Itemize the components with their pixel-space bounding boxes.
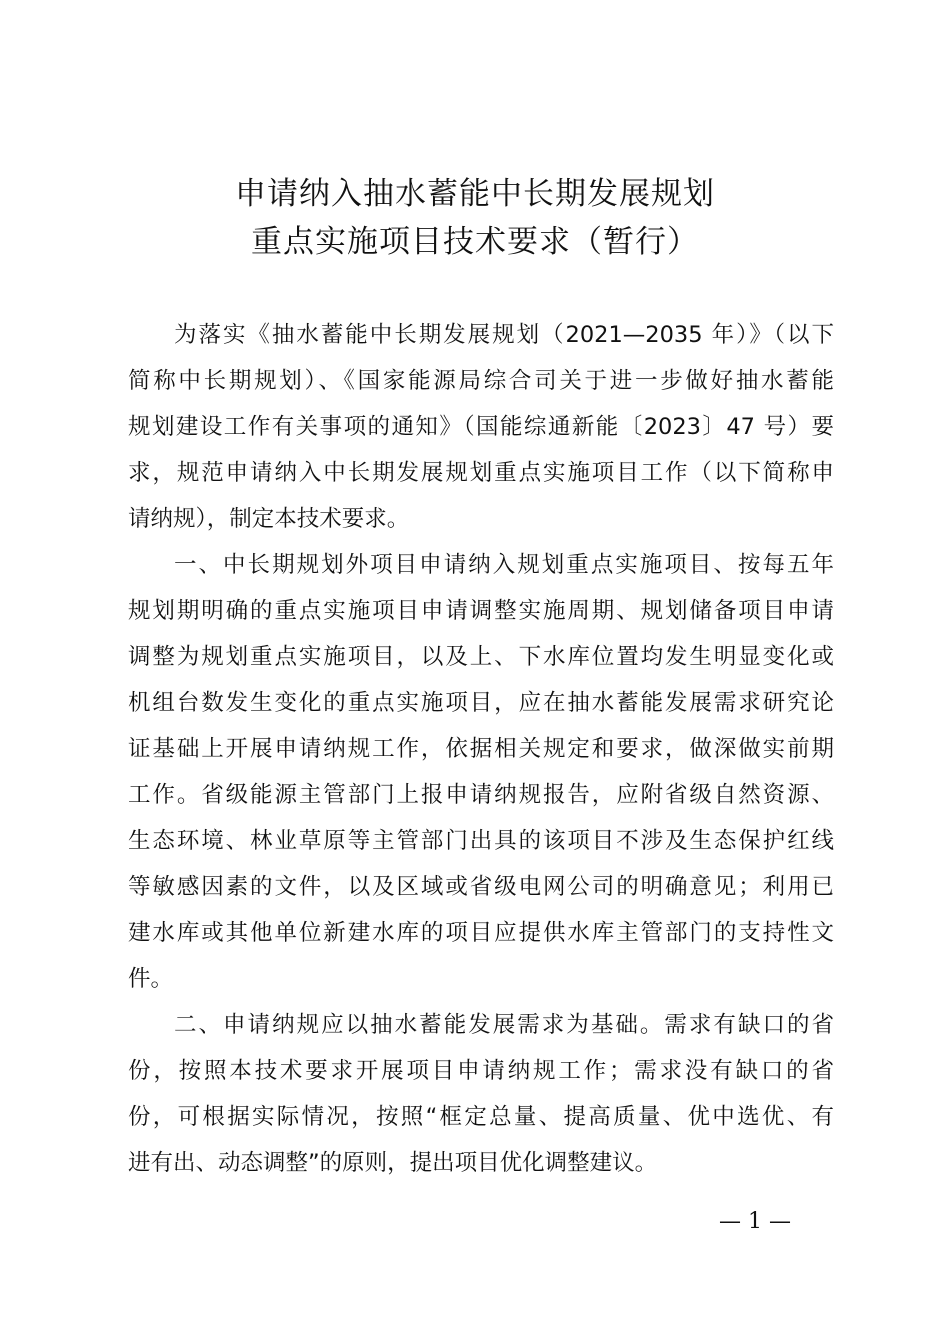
paragraph-line: 请纳规），制定本技术要求。 [128,506,410,532]
paragraph-line: 机组台数发生变化的重点实施项目，应在抽水蓄能发展需求研究论 [128,690,834,716]
paragraph-line: 建水库或其他单位新建水库的项目应提供水库主管部门的支持性文 [128,920,834,946]
document-title-line-1: 申请纳入抽水蓄能中长期发展规划 [235,176,715,212]
paragraph-line: 份，可根据实际情况，按照“框定总量、提高质量、优中选优、有 [128,1104,834,1130]
paragraph-line: 为落实《抽水蓄能中长期发展规划（2021—2035 年）》（以下 [174,322,834,348]
paragraph-line: 件。 [128,966,174,992]
paragraph-line: 二、申请纳规应以抽水蓄能发展需求为基础。需求有缺口的省 [174,1012,834,1038]
document-title-line-2: 重点实施项目技术要求（暂行） [251,224,699,260]
paragraph-line: 简称中长期规划）、《国家能源局综合司关于进一步做好抽水蓄能 [128,368,834,394]
paragraph-line: 进有出、动态调整”的原则，提出项目优化调整建议。 [128,1150,658,1176]
paragraph-line: 等敏感因素的文件，以及区域或省级电网公司的明确意见；利用已 [128,874,834,900]
paragraph-line: 规划期明确的重点实施项目申请调整实施周期、规划储备项目申请 [128,598,834,624]
paragraph-line: 证基础上开展申请纳规工作，依据相关规定和要求，做深做实前期 [128,736,834,762]
paragraph-line: 求，规范申请纳入中长期发展规划重点实施项目工作（以下简称申 [128,460,834,486]
paragraph-line: 工作。省级能源主管部门上报申请纳规报告，应附省级自然资源、 [128,782,834,808]
page-number: — 1 — [719,1209,791,1234]
paragraph-line: 一、中长期规划外项目申请纳入规划重点实施项目、按每五年 [174,552,834,578]
paragraph-line: 规划建设工作有关事项的通知》（国能综通新能〔2023〕47 号）要 [128,414,834,440]
paragraph-line: 份，按照本技术要求开展项目申请纳规工作；需求没有缺口的省 [128,1058,834,1084]
paragraph-line: 调整为规划重点实施项目，以及上、下水库位置均发生明显变化或 [128,644,834,670]
paragraph-line: 生态环境、林业草原等主管部门出具的该项目不涉及生态保护红线 [128,828,834,854]
